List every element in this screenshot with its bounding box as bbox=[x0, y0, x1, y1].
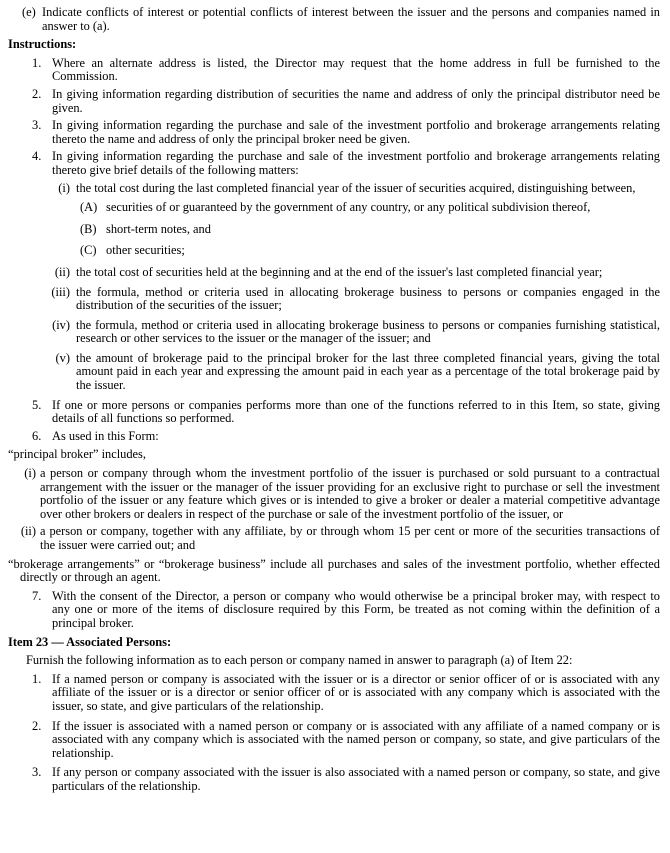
instruction-text: As used in this Form: bbox=[52, 428, 159, 443]
sub-text: the formula, method or criteria used in allocating brokerage business to persons or companies furnishing statistical, research or other services to the issuer or the manager of the issuer; and bbox=[76, 317, 660, 346]
instruction-number: 1. bbox=[32, 55, 42, 70]
sub-number: (i) bbox=[58, 180, 70, 195]
point-text: If a named person or company is associated with the issuer or is a director or senior officer of or is associated with any affiliate of the issuer or is a director or senior officer of or is associated with any company which is associated with the issuer, so state, and give particulars of the relationship. bbox=[52, 671, 660, 713]
definition-number: (ii) bbox=[20, 524, 36, 539]
letter-text: other securities; bbox=[106, 243, 185, 258]
instruction-number: 6. bbox=[32, 428, 42, 443]
instruction-2 bbox=[32, 88, 660, 115]
sub-number: (iv) bbox=[52, 317, 70, 332]
instruction-text: In giving information regarding the purchase and sale of the investment portfolio and brokerage arrangements relating thereto the name and address of only the principal broker need be given. bbox=[52, 118, 660, 146]
item23-intro: Furnish the following information as to each person or company named in answer to paragraph (a) of Item 22: bbox=[26, 653, 573, 668]
item-e-text: Indicate conflicts of interest or potential conflicts of interest between the issuer and the persons and companies named in answer to (a). bbox=[42, 5, 660, 33]
definition-text: a person or company through whom the investment portfolio of the issuer is purchased or sold pursuant to a contractual arrangement with the issuer or the manager of the issuer providing for an exclusive right to purchase or sell the investment portfolio of the issuer or any feature which gives or is intended to give a broker or dealer a material competitive advantage over other brokers or dealers in respect of the purchase or sale of the investment portfolio of the issuer, or bbox=[40, 466, 660, 521]
definition-text: a person or company, together with any affiliate, by or through whom 15 per cent or more of the securities transactions of the issuer were carried out; and bbox=[40, 524, 660, 552]
instruction-number: 2. bbox=[32, 86, 42, 101]
point-text: If any person or company associated with the issuer is also associated with a named person or company, so state, and give particulars of the relationship. bbox=[52, 765, 660, 793]
instruction-1 bbox=[32, 57, 660, 84]
item23-point-3 bbox=[32, 766, 660, 793]
point-text: If the issuer is associated with a named person or company or is associated with any affiliate of a named company or is associated with any company which is associated with the named person or company, so state, and give particulars of the relationship. bbox=[52, 718, 660, 760]
item4-sub-v bbox=[48, 352, 660, 393]
point-number: 2. bbox=[32, 718, 42, 733]
item-e bbox=[22, 6, 660, 33]
instruction-number: 3. bbox=[32, 118, 42, 133]
item4-sub-B bbox=[80, 223, 660, 237]
instruction-4 bbox=[32, 150, 660, 177]
item-e-number: (e) bbox=[22, 5, 36, 19]
item4-sub-iii bbox=[48, 286, 660, 313]
letter-number: (C) bbox=[80, 243, 97, 258]
definition-principal-broker: “principal broker” includes, bbox=[8, 447, 146, 462]
instruction-number: 4. bbox=[32, 149, 42, 164]
definition-number: (i) bbox=[24, 466, 36, 481]
sub-text: the formula, method or criteria used in allocating brokerage business to persons or companies engaged in the distribution of the securities of the issuer; bbox=[76, 284, 660, 313]
item4-sub-iv bbox=[48, 319, 660, 346]
point-number: 3. bbox=[32, 765, 42, 780]
instruction-6 bbox=[32, 430, 660, 444]
definition-item-i bbox=[14, 467, 660, 521]
instruction-7 bbox=[32, 590, 660, 631]
item4-sub-A bbox=[80, 201, 660, 215]
item23-point-2 bbox=[32, 720, 660, 761]
sub-text: the total cost of securities held at the beginning and at the end of the issuer's last completed financial year; bbox=[76, 264, 603, 279]
item4-sub-ii bbox=[48, 266, 660, 280]
item23-point-1 bbox=[32, 673, 660, 714]
sub-number: (ii) bbox=[54, 264, 70, 279]
item23-heading: Item 23 — Associated Persons: bbox=[8, 634, 172, 649]
item4-sub-i bbox=[48, 182, 660, 196]
instruction-text: In giving information regarding distribution of securities the name and address of only the principal distributor need be given. bbox=[52, 86, 660, 115]
instruction-number: 7. bbox=[32, 588, 42, 603]
letter-number: (A) bbox=[80, 200, 98, 215]
instruction-text: Where an alternate address is listed, the Director may request that the home address in full be furnished to the Commission. bbox=[52, 55, 660, 84]
sub-text: the total cost during the last completed financial year of the issuer of securities acquired, distinguishing between, bbox=[76, 180, 636, 195]
instruction-number: 5. bbox=[32, 397, 42, 412]
letter-text: short-term notes, and bbox=[106, 221, 211, 236]
instruction-text: In giving information regarding the purchase and sale of the investment portfolio and brokerage arrangements relating thereto give brief details of the following matters: bbox=[52, 149, 660, 177]
sub-number: (v) bbox=[55, 350, 70, 365]
instruction-text: With the consent of the Director, a person or company who would otherwise be a principal broker may, with respect to any one or more of the items of disclosure required by this Form, be treated as not coming within the definition of a principal broker. bbox=[52, 588, 660, 630]
instruction-3 bbox=[32, 119, 660, 146]
instruction-5 bbox=[32, 399, 660, 426]
definition-brokerage: “brokerage arrangements” or “brokerage business” include all purchases and sales of the investment portfolio, whether effected directly or through an agent. bbox=[8, 556, 660, 585]
instructions-heading: Instructions: bbox=[8, 37, 77, 52]
sub-number: (iii) bbox=[51, 284, 70, 299]
instruction-text: If one or more persons or companies performs more than one of the functions referred to in this Item, so state, giving details of all functions so performed. bbox=[52, 397, 660, 426]
sub-text: the amount of brokerage paid to the principal broker for the last three completed financial years, giving the total amount paid in each year and expressing the amount paid in each year as a percentage of the total brokerage paid by the issuer. bbox=[76, 350, 660, 393]
item4-sub-C bbox=[80, 244, 660, 258]
letter-text: securities of or guaranteed by the government of any country, or any political subdivision thereof, bbox=[106, 200, 591, 215]
letter-number: (B) bbox=[80, 221, 97, 236]
definition-item-ii bbox=[14, 525, 660, 552]
point-number: 1. bbox=[32, 671, 42, 686]
